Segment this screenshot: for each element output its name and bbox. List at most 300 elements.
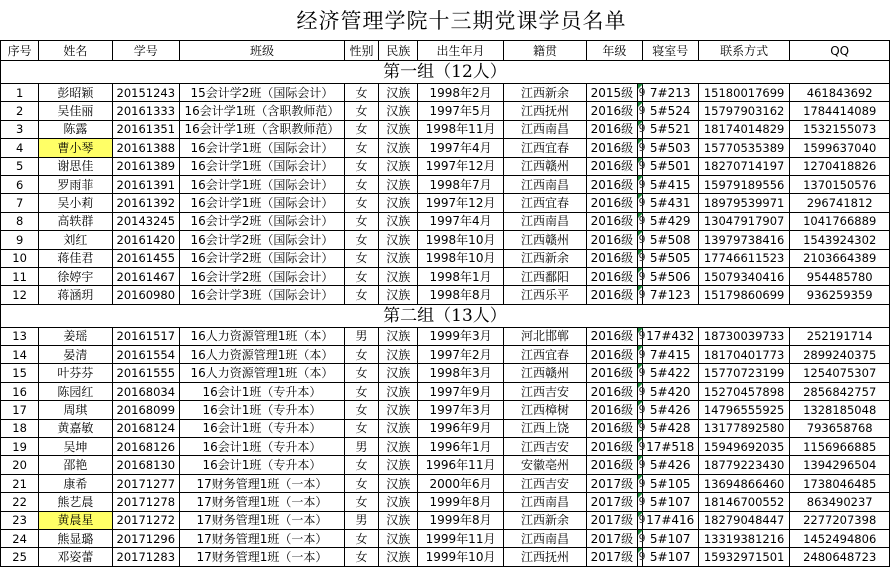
cell-dorm[interactable]: 5#105 <box>642 474 698 492</box>
cell-origin[interactable]: 江西新余 <box>503 249 586 267</box>
cell-class[interactable]: 16会计学1班（含职教师范） <box>179 120 344 138</box>
cell-index[interactable]: 10 <box>1 249 39 267</box>
cell-phone[interactable]: 18174014829 <box>698 120 790 138</box>
cell-student-id[interactable]: 20161555 <box>112 364 179 382</box>
cell-ethnicity[interactable]: 汉族 <box>379 346 418 364</box>
cell-student-id[interactable]: 20151243 <box>112 84 179 102</box>
cell-dorm[interactable]: 17#518 <box>642 438 698 456</box>
cell-qq[interactable]: 2899240375 <box>790 346 890 364</box>
cell-student-id[interactable]: 20161420 <box>112 231 179 249</box>
cell-birth[interactable]: 2000年6月 <box>418 474 503 492</box>
cell-phone[interactable]: 18779223430 <box>698 456 790 474</box>
cell-index[interactable]: 19 <box>1 438 39 456</box>
cell-origin[interactable]: 安徽亳州 <box>503 456 586 474</box>
cell-index[interactable]: 18 <box>1 419 39 437</box>
cell-grade[interactable]: 2016级 <box>587 212 637 230</box>
cell-grade[interactable]: 2016级 <box>587 102 637 120</box>
cell-name[interactable]: 徐婷宇 <box>39 267 112 285</box>
cell-sex[interactable]: 男 <box>344 511 378 529</box>
cell-sex[interactable]: 女 <box>344 493 378 511</box>
cell-phone[interactable]: 17746611523 <box>698 249 790 267</box>
cell-grade[interactable]: 2016级 <box>587 194 637 212</box>
cell-name[interactable]: 吴小莉 <box>39 194 112 212</box>
cell-index[interactable]: 23 <box>1 511 39 529</box>
cell-phone[interactable]: 15797903162 <box>698 102 790 120</box>
cell-flag[interactable]: 9 <box>637 474 642 492</box>
cell-flag[interactable]: 9 <box>637 438 642 456</box>
cell-index[interactable]: 25 <box>1 548 39 566</box>
cell-dorm[interactable]: 17#416 <box>642 511 698 529</box>
cell-class[interactable]: 16会计学2班（国际会计） <box>179 212 344 230</box>
cell-flag[interactable]: 9 <box>637 102 642 120</box>
cell-birth[interactable]: 1997年2月 <box>418 346 503 364</box>
cell-sex[interactable]: 女 <box>344 346 378 364</box>
cell-birth[interactable]: 1998年3月 <box>418 364 503 382</box>
cell-name[interactable]: 刘红 <box>39 231 112 249</box>
cell-ethnicity[interactable]: 汉族 <box>379 364 418 382</box>
cell-phone[interactable]: 15270457898 <box>698 382 790 400</box>
cell-grade[interactable]: 2017级 <box>587 548 637 566</box>
cell-class[interactable]: 17财务管理1班（一本） <box>179 548 344 566</box>
cell-grade[interactable]: 2016级 <box>587 286 637 304</box>
cell-qq[interactable]: 2480648723 <box>790 548 890 566</box>
cell-class[interactable]: 16会计1班（专升本） <box>179 401 344 419</box>
cell-birth[interactable]: 1998年10月 <box>418 231 503 249</box>
cell-student-id[interactable]: 20171283 <box>112 548 179 566</box>
cell-flag[interactable]: 9 <box>637 267 642 285</box>
cell-student-id[interactable]: 20171277 <box>112 474 179 492</box>
cell-index[interactable]: 6 <box>1 175 39 193</box>
cell-origin[interactable]: 江西南昌 <box>503 212 586 230</box>
cell-student-id[interactable]: 20168124 <box>112 419 179 437</box>
cell-sex[interactable]: 女 <box>344 120 378 138</box>
cell-phone[interactable]: 18979539971 <box>698 194 790 212</box>
cell-ethnicity[interactable]: 汉族 <box>379 327 418 345</box>
cell-grade[interactable]: 2016级 <box>587 346 637 364</box>
cell-flag[interactable]: 9 <box>637 511 642 529</box>
cell-student-id[interactable]: 20161554 <box>112 346 179 364</box>
cell-name[interactable]: 邓姿蕾 <box>39 548 112 566</box>
cell-phone[interactable]: 15179860699 <box>698 286 790 304</box>
cell-birth[interactable]: 1998年8月 <box>418 286 503 304</box>
cell-phone[interactable]: 15932971501 <box>698 548 790 566</box>
cell-sex[interactable]: 女 <box>344 474 378 492</box>
cell-class[interactable]: 17财务管理1班（一本） <box>179 474 344 492</box>
cell-index[interactable]: 1 <box>1 84 39 102</box>
cell-birth[interactable]: 1998年11月 <box>418 120 503 138</box>
cell-origin[interactable]: 江西吉安 <box>503 382 586 400</box>
cell-class[interactable]: 16会计1班（专升本） <box>179 456 344 474</box>
cell-flag[interactable]: 9 <box>637 493 642 511</box>
cell-flag[interactable]: 9 <box>637 194 642 212</box>
cell-qq[interactable]: 252191714 <box>790 327 890 345</box>
cell-origin[interactable]: 江西南昌 <box>503 493 586 511</box>
cell-name[interactable]: 曹小琴 <box>39 139 112 157</box>
cell-grade[interactable]: 2017级 <box>587 493 637 511</box>
cell-dorm[interactable]: 7#123 <box>642 286 698 304</box>
cell-flag[interactable]: 9 <box>637 401 642 419</box>
cell-index[interactable]: 5 <box>1 157 39 175</box>
cell-sex[interactable]: 女 <box>344 382 378 400</box>
cell-phone[interactable]: 15079340416 <box>698 267 790 285</box>
cell-qq[interactable]: 2856842757 <box>790 382 890 400</box>
cell-index[interactable]: 21 <box>1 474 39 492</box>
cell-grade[interactable]: 2016级 <box>587 327 637 345</box>
cell-name[interactable]: 吴佳丽 <box>39 102 112 120</box>
cell-name[interactable]: 晏清 <box>39 346 112 364</box>
cell-flag[interactable]: 9 <box>637 456 642 474</box>
cell-grade[interactable]: 2016级 <box>587 382 637 400</box>
cell-flag[interactable]: 9 <box>637 175 642 193</box>
cell-birth[interactable]: 1998年2月 <box>418 84 503 102</box>
cell-class[interactable]: 16人力资源管理1班（本） <box>179 364 344 382</box>
cell-student-id[interactable]: 20161392 <box>112 194 179 212</box>
cell-qq[interactable]: 1254075307 <box>790 364 890 382</box>
cell-index[interactable]: 20 <box>1 456 39 474</box>
cell-index[interactable]: 22 <box>1 493 39 511</box>
cell-student-id[interactable]: 20168130 <box>112 456 179 474</box>
cell-class[interactable]: 16会计1班（专升本） <box>179 419 344 437</box>
cell-origin[interactable]: 江西乐平 <box>503 286 586 304</box>
cell-name[interactable]: 邵艳 <box>39 456 112 474</box>
cell-flag[interactable]: 9 <box>637 212 642 230</box>
cell-grade[interactable]: 2017级 <box>587 511 637 529</box>
cell-ethnicity[interactable]: 汉族 <box>379 249 418 267</box>
cell-index[interactable]: 3 <box>1 120 39 138</box>
cell-ethnicity[interactable]: 汉族 <box>379 382 418 400</box>
cell-class[interactable]: 16会计学1班（含职教师范） <box>179 102 344 120</box>
cell-index[interactable]: 2 <box>1 102 39 120</box>
cell-name[interactable]: 陈园红 <box>39 382 112 400</box>
cell-dorm[interactable]: 5#521 <box>642 120 698 138</box>
cell-flag[interactable]: 9 <box>637 548 642 566</box>
cell-ethnicity[interactable]: 汉族 <box>379 84 418 102</box>
cell-ethnicity[interactable]: 汉族 <box>379 511 418 529</box>
cell-birth[interactable]: 1997年4月 <box>418 212 503 230</box>
cell-dorm[interactable]: 7#415 <box>642 346 698 364</box>
cell-grade[interactable]: 2017级 <box>587 529 637 547</box>
cell-birth[interactable]: 1997年5月 <box>418 102 503 120</box>
cell-ethnicity[interactable]: 汉族 <box>379 401 418 419</box>
cell-phone[interactable]: 15770535389 <box>698 139 790 157</box>
cell-class[interactable]: 16会计学1班（国际会计） <box>179 175 344 193</box>
cell-birth[interactable]: 1998年10月 <box>418 249 503 267</box>
cell-sex[interactable]: 男 <box>344 438 378 456</box>
cell-dorm[interactable]: 7#213 <box>642 84 698 102</box>
cell-flag[interactable]: 9 <box>637 382 642 400</box>
cell-qq[interactable]: 1370150576 <box>790 175 890 193</box>
cell-class[interactable]: 16会计学2班（国际会计） <box>179 267 344 285</box>
cell-student-id[interactable]: 20160980 <box>112 286 179 304</box>
cell-dorm[interactable]: 5#508 <box>642 231 698 249</box>
cell-origin[interactable]: 江西上饶 <box>503 419 586 437</box>
cell-student-id[interactable]: 20143245 <box>112 212 179 230</box>
cell-phone[interactable]: 15770723199 <box>698 364 790 382</box>
cell-origin[interactable]: 江西宜春 <box>503 346 586 364</box>
cell-student-id[interactable]: 20168099 <box>112 401 179 419</box>
cell-student-id[interactable]: 20161517 <box>112 327 179 345</box>
cell-qq[interactable]: 793658768 <box>790 419 890 437</box>
cell-student-id[interactable]: 20171272 <box>112 511 179 529</box>
cell-qq[interactable]: 1394296504 <box>790 456 890 474</box>
cell-phone[interactable]: 13319381216 <box>698 529 790 547</box>
cell-qq[interactable]: 1328185048 <box>790 401 890 419</box>
cell-ethnicity[interactable]: 汉族 <box>379 231 418 249</box>
cell-grade[interactable]: 2015级 <box>587 84 637 102</box>
cell-origin[interactable]: 江西樟树 <box>503 401 586 419</box>
cell-student-id[interactable]: 20161467 <box>112 267 179 285</box>
cell-dorm[interactable]: 5#431 <box>642 194 698 212</box>
cell-qq[interactable]: 954485780 <box>790 267 890 285</box>
cell-sex[interactable]: 女 <box>344 456 378 474</box>
cell-grade[interactable]: 2017级 <box>587 474 637 492</box>
cell-sex[interactable]: 女 <box>344 419 378 437</box>
cell-class[interactable]: 16人力资源管理1班（本） <box>179 346 344 364</box>
cell-phone[interactable]: 18730039733 <box>698 327 790 345</box>
cell-birth[interactable]: 1997年3月 <box>418 401 503 419</box>
cell-grade[interactable]: 2016级 <box>587 157 637 175</box>
cell-ethnicity[interactable]: 汉族 <box>379 548 418 566</box>
cell-grade[interactable]: 2016级 <box>587 231 637 249</box>
cell-sex[interactable]: 女 <box>344 231 378 249</box>
cell-dorm[interactable]: 5#429 <box>642 212 698 230</box>
cell-birth[interactable]: 1997年4月 <box>418 139 503 157</box>
cell-flag[interactable]: 9 <box>637 327 642 345</box>
cell-student-id[interactable]: 20171278 <box>112 493 179 511</box>
cell-qq[interactable]: 1156966885 <box>790 438 890 456</box>
cell-origin[interactable]: 江西新余 <box>503 511 586 529</box>
cell-dorm[interactable]: 5#107 <box>642 529 698 547</box>
cell-class[interactable]: 16会计学3班（国际会计） <box>179 286 344 304</box>
cell-ethnicity[interactable]: 汉族 <box>379 194 418 212</box>
cell-qq[interactable]: 461843692 <box>790 84 890 102</box>
cell-student-id[interactable]: 20161351 <box>112 120 179 138</box>
cell-flag[interactable]: 9 <box>637 231 642 249</box>
cell-ethnicity[interactable]: 汉族 <box>379 212 418 230</box>
cell-index[interactable]: 8 <box>1 212 39 230</box>
cell-ethnicity[interactable]: 汉族 <box>379 419 418 437</box>
cell-dorm[interactable]: 5#426 <box>642 456 698 474</box>
cell-phone[interactable]: 13979738416 <box>698 231 790 249</box>
cell-class[interactable]: 16会计学1班（国际会计） <box>179 157 344 175</box>
cell-flag[interactable]: 9 <box>637 157 642 175</box>
cell-dorm[interactable]: 5#524 <box>642 102 698 120</box>
cell-birth[interactable]: 1997年9月 <box>418 382 503 400</box>
cell-name[interactable]: 罗雨菲 <box>39 175 112 193</box>
cell-dorm[interactable]: 5#420 <box>642 382 698 400</box>
cell-birth[interactable]: 1998年1月 <box>418 267 503 285</box>
cell-student-id[interactable]: 20168034 <box>112 382 179 400</box>
cell-index[interactable]: 15 <box>1 364 39 382</box>
cell-grade[interactable]: 2016级 <box>587 175 637 193</box>
cell-origin[interactable]: 江西赣州 <box>503 231 586 249</box>
cell-name[interactable]: 黄晨星 <box>39 511 112 529</box>
cell-flag[interactable]: 9 <box>637 286 642 304</box>
cell-sex[interactable]: 女 <box>344 84 378 102</box>
cell-birth[interactable]: 1996年1月 <box>418 438 503 456</box>
cell-index[interactable]: 7 <box>1 194 39 212</box>
cell-ethnicity[interactable]: 汉族 <box>379 438 418 456</box>
cell-index[interactable]: 13 <box>1 327 39 345</box>
cell-grade[interactable]: 2016级 <box>587 249 637 267</box>
cell-phone[interactable]: 15180017699 <box>698 84 790 102</box>
cell-flag[interactable]: 9 <box>637 364 642 382</box>
cell-phone[interactable]: 15949692035 <box>698 438 790 456</box>
cell-name[interactable]: 熊艺晨 <box>39 493 112 511</box>
cell-origin[interactable]: 江西赣州 <box>503 157 586 175</box>
cell-name[interactable]: 谢思佳 <box>39 157 112 175</box>
cell-birth[interactable]: 1999年3月 <box>418 327 503 345</box>
cell-ethnicity[interactable]: 汉族 <box>379 120 418 138</box>
cell-origin[interactable]: 江西抚州 <box>503 102 586 120</box>
cell-dorm[interactable]: 5#428 <box>642 419 698 437</box>
cell-dorm[interactable]: 5#422 <box>642 364 698 382</box>
cell-qq[interactable]: 1784414089 <box>790 102 890 120</box>
cell-origin[interactable]: 江西新余 <box>503 84 586 102</box>
cell-birth[interactable]: 1999年11月 <box>418 529 503 547</box>
cell-phone[interactable]: 18146700552 <box>698 493 790 511</box>
cell-dorm[interactable]: 5#107 <box>642 548 698 566</box>
cell-grade[interactable]: 2016级 <box>587 364 637 382</box>
cell-phone[interactable]: 15979189556 <box>698 175 790 193</box>
cell-phone[interactable]: 18270714197 <box>698 157 790 175</box>
cell-ethnicity[interactable]: 汉族 <box>379 474 418 492</box>
cell-index[interactable]: 4 <box>1 139 39 157</box>
cell-class[interactable]: 16会计1班（专升本） <box>179 382 344 400</box>
cell-index[interactable]: 24 <box>1 529 39 547</box>
cell-ethnicity[interactable]: 汉族 <box>379 175 418 193</box>
cell-index[interactable]: 14 <box>1 346 39 364</box>
cell-sex[interactable]: 女 <box>344 267 378 285</box>
cell-qq[interactable]: 1041766889 <box>790 212 890 230</box>
cell-student-id[interactable]: 20161333 <box>112 102 179 120</box>
cell-index[interactable]: 11 <box>1 267 39 285</box>
cell-qq[interactable]: 1599637040 <box>790 139 890 157</box>
cell-grade[interactable]: 2016级 <box>587 419 637 437</box>
cell-origin[interactable]: 江西南昌 <box>503 120 586 138</box>
cell-student-id[interactable]: 20161389 <box>112 157 179 175</box>
cell-dorm[interactable]: 5#501 <box>642 157 698 175</box>
cell-birth[interactable]: 1997年12月 <box>418 157 503 175</box>
cell-class[interactable]: 16会计学2班（国际会计） <box>179 249 344 267</box>
cell-name[interactable]: 陈露 <box>39 120 112 138</box>
cell-grade[interactable]: 2016级 <box>587 120 637 138</box>
cell-name[interactable]: 蒋佳君 <box>39 249 112 267</box>
cell-flag[interactable]: 9 <box>637 139 642 157</box>
cell-qq[interactable]: 1270418826 <box>790 157 890 175</box>
cell-dorm[interactable]: 17#432 <box>642 327 698 345</box>
cell-name[interactable]: 周琪 <box>39 401 112 419</box>
cell-grade[interactable]: 2016级 <box>587 438 637 456</box>
cell-sex[interactable]: 女 <box>344 364 378 382</box>
cell-ethnicity[interactable]: 汉族 <box>379 102 418 120</box>
cell-flag[interactable]: 9 <box>637 249 642 267</box>
cell-class[interactable]: 16人力资源管理1班（本） <box>179 327 344 345</box>
cell-qq[interactable]: 1532155073 <box>790 120 890 138</box>
cell-phone[interactable]: 13694866460 <box>698 474 790 492</box>
cell-qq[interactable]: 2103664389 <box>790 249 890 267</box>
cell-sex[interactable]: 女 <box>344 529 378 547</box>
cell-index[interactable]: 12 <box>1 286 39 304</box>
cell-sex[interactable]: 男 <box>344 327 378 345</box>
cell-birth[interactable]: 1999年10月 <box>418 548 503 566</box>
cell-class[interactable]: 17财务管理1班（一本） <box>179 529 344 547</box>
cell-dorm[interactable]: 5#506 <box>642 267 698 285</box>
cell-flag[interactable]: 9 <box>637 419 642 437</box>
cell-name[interactable]: 熊显璐 <box>39 529 112 547</box>
cell-phone[interactable]: 18170401773 <box>698 346 790 364</box>
cell-sex[interactable]: 女 <box>344 401 378 419</box>
cell-grade[interactable]: 2016级 <box>587 139 637 157</box>
cell-name[interactable]: 康希 <box>39 474 112 492</box>
cell-origin[interactable]: 江西宜春 <box>503 194 586 212</box>
cell-flag[interactable]: 9 <box>637 529 642 547</box>
cell-student-id[interactable]: 20161455 <box>112 249 179 267</box>
cell-sex[interactable]: 女 <box>344 157 378 175</box>
cell-ethnicity[interactable]: 汉族 <box>379 493 418 511</box>
cell-qq[interactable]: 1738046485 <box>790 474 890 492</box>
cell-grade[interactable]: 2016级 <box>587 267 637 285</box>
cell-ethnicity[interactable]: 汉族 <box>379 456 418 474</box>
cell-qq[interactable]: 863490237 <box>790 493 890 511</box>
cell-class[interactable]: 16会计学1班（国际会计） <box>179 194 344 212</box>
cell-ethnicity[interactable]: 汉族 <box>379 286 418 304</box>
cell-birth[interactable]: 1998年7月 <box>418 175 503 193</box>
cell-index[interactable]: 17 <box>1 401 39 419</box>
cell-dorm[interactable]: 5#426 <box>642 401 698 419</box>
cell-origin[interactable]: 江西南昌 <box>503 529 586 547</box>
cell-dorm[interactable]: 5#505 <box>642 249 698 267</box>
cell-birth[interactable]: 1996年9月 <box>418 419 503 437</box>
cell-origin[interactable]: 江西抚州 <box>503 548 586 566</box>
cell-sex[interactable]: 女 <box>344 286 378 304</box>
cell-origin[interactable]: 江西赣州 <box>503 364 586 382</box>
cell-grade[interactable]: 2016级 <box>587 401 637 419</box>
cell-birth[interactable]: 1997年12月 <box>418 194 503 212</box>
cell-class[interactable]: 16会计1班（专升本） <box>179 438 344 456</box>
cell-name[interactable]: 蒋涵玥 <box>39 286 112 304</box>
cell-student-id[interactable]: 20161388 <box>112 139 179 157</box>
cell-qq[interactable]: 1543924302 <box>790 231 890 249</box>
cell-origin[interactable]: 江西吉安 <box>503 474 586 492</box>
cell-phone[interactable]: 18279048447 <box>698 511 790 529</box>
cell-class[interactable]: 16会计学1班（国际会计） <box>179 139 344 157</box>
cell-sex[interactable]: 女 <box>344 175 378 193</box>
cell-ethnicity[interactable]: 汉族 <box>379 529 418 547</box>
cell-qq[interactable]: 2277207398 <box>790 511 890 529</box>
cell-name[interactable]: 彭昭颖 <box>39 84 112 102</box>
cell-flag[interactable]: 9 <box>637 84 642 102</box>
cell-sex[interactable]: 女 <box>344 548 378 566</box>
cell-origin[interactable]: 江西南昌 <box>503 175 586 193</box>
cell-name[interactable]: 黄嘉敏 <box>39 419 112 437</box>
cell-name[interactable]: 吴坤 <box>39 438 112 456</box>
cell-phone[interactable]: 13047917907 <box>698 212 790 230</box>
cell-phone[interactable]: 13177892580 <box>698 419 790 437</box>
cell-name[interactable]: 高轶群 <box>39 212 112 230</box>
cell-ethnicity[interactable]: 汉族 <box>379 139 418 157</box>
cell-origin[interactable]: 河北邯郸 <box>503 327 586 345</box>
cell-sex[interactable]: 女 <box>344 212 378 230</box>
cell-birth[interactable]: 1996年11月 <box>418 456 503 474</box>
cell-sex[interactable]: 女 <box>344 249 378 267</box>
cell-dorm[interactable]: 5#107 <box>642 493 698 511</box>
cell-qq[interactable]: 1452494806 <box>790 529 890 547</box>
cell-qq[interactable]: 296741812 <box>790 194 890 212</box>
cell-student-id[interactable]: 20161391 <box>112 175 179 193</box>
cell-origin[interactable]: 江西宜春 <box>503 139 586 157</box>
cell-index[interactable]: 9 <box>1 231 39 249</box>
